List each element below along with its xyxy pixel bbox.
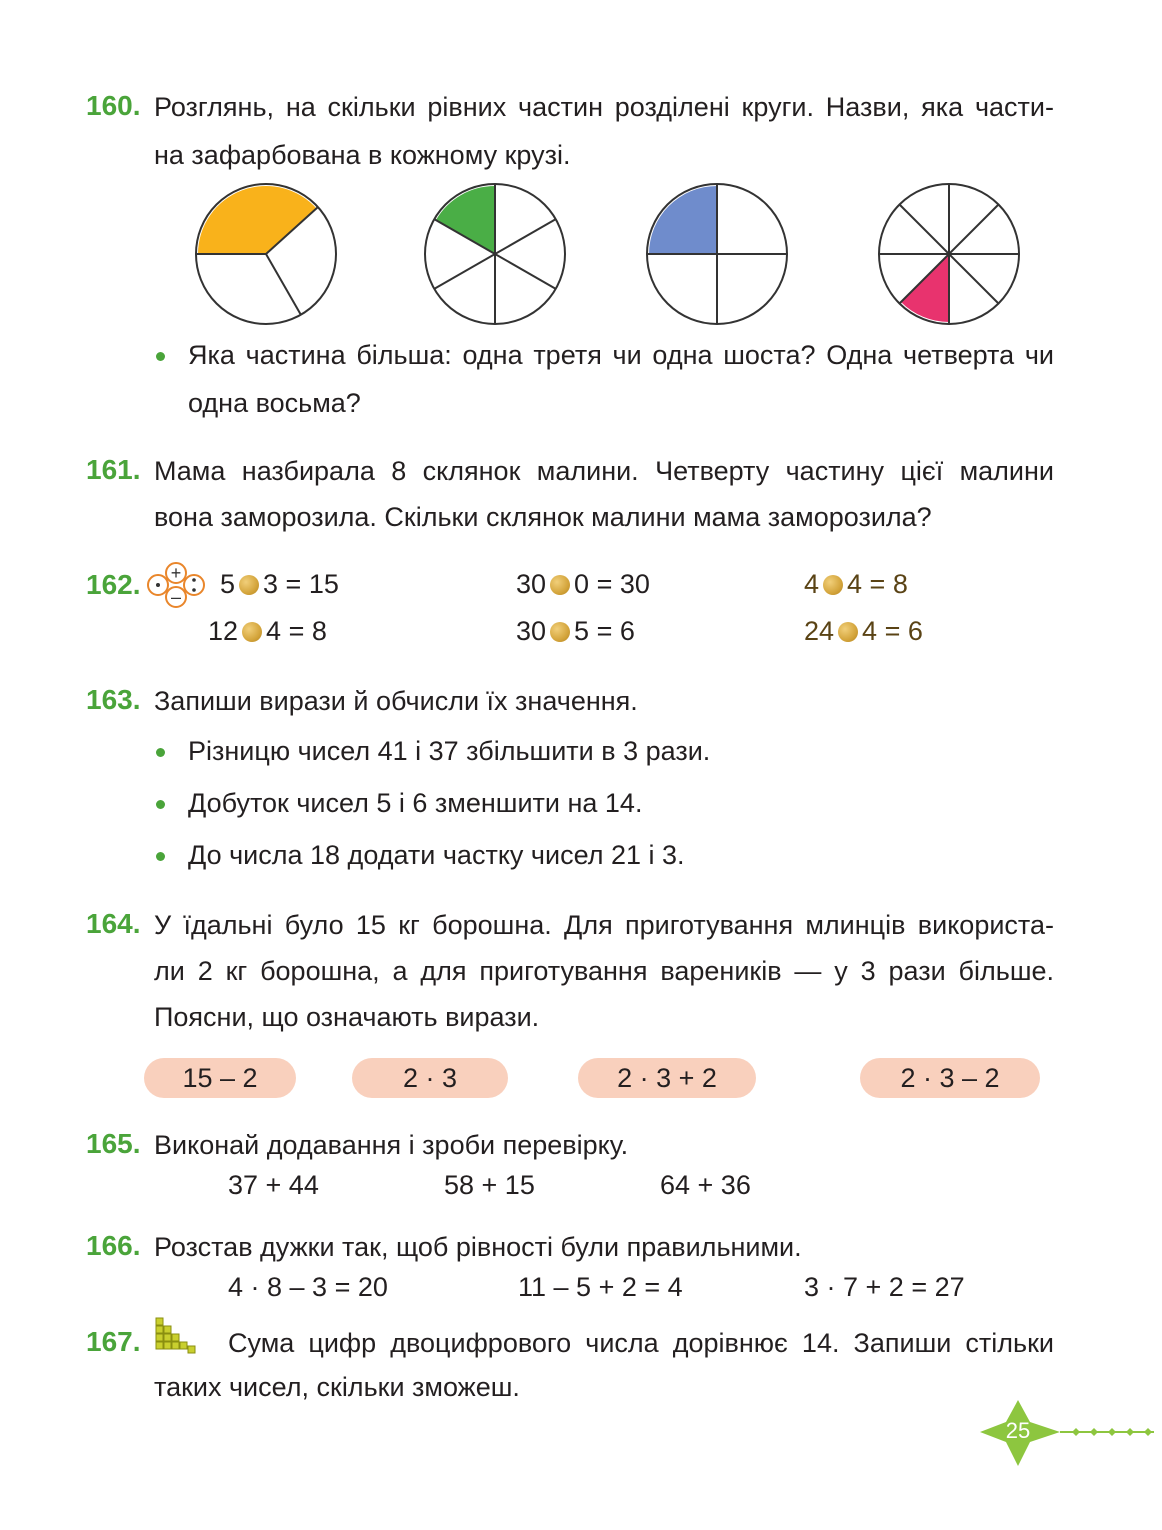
equation-2 — [516, 569, 650, 600]
operation-blank-icon — [550, 622, 570, 642]
equation-right: 0 = 30 — [574, 569, 650, 599]
equation-5 — [516, 616, 635, 647]
task-161-line2: вона заморозила. Скільки склянок малини мама заморозила? — [154, 502, 932, 532]
task-163-bullet-3: До числа 18 додати частку чисел 21 і 3. — [188, 840, 685, 870]
expression-pill: 15 – 2 — [144, 1058, 296, 1098]
equation-left: 4 — [804, 569, 820, 599]
svg-text:–: – — [170, 587, 182, 607]
bullet-icon — [156, 852, 165, 861]
equation-6 — [804, 616, 923, 647]
task-164-line1: У їдальні було 15 кг борошна. Для приготування млинців використа- — [154, 910, 1054, 940]
task-160-question-line1: Яка частина більша: одна третя чи одна шоста? Одна четверта чи — [188, 340, 1054, 370]
task-number-166: 166. — [86, 1230, 141, 1261]
expression-pill: 2 · 3 + 2 — [578, 1058, 756, 1098]
equality-2: 11 – 5 + 2 = 4 — [518, 1272, 683, 1302]
expression-pill: 2 · 3 — [352, 1058, 508, 1098]
circle-quarters — [647, 184, 787, 324]
task-165-line1: Виконай додавання і зроби перевірку. — [154, 1130, 629, 1160]
equation-right: 4 = 6 — [862, 616, 923, 646]
equation-4 — [208, 616, 327, 647]
task-number-164: 164. — [86, 908, 141, 939]
task-160-line1: Розглянь, на скільки рівних частин розділені круги. Назви, яка части- — [154, 92, 1054, 122]
equation-left: 30 — [516, 616, 547, 646]
task-number-163: 163. — [86, 684, 141, 715]
bullet-icon — [156, 748, 165, 757]
task-163-bullet-2: Добуток чисел 5 і 6 зменшити на 14. — [188, 788, 643, 818]
sum-1: 37 + 44 — [228, 1170, 319, 1200]
equation-1 — [220, 569, 339, 600]
operation-blank-icon — [550, 575, 570, 595]
plus-minus-multiply-divide-icon — [144, 560, 208, 610]
task-163-line1: Запиши вирази й обчисли їх значення. — [154, 686, 638, 716]
fraction-circles — [180, 170, 1040, 340]
task-number-167: 167. — [86, 1326, 141, 1357]
bullet-icon — [156, 800, 165, 809]
expression-pill: 2 · 3 – 2 — [860, 1058, 1040, 1098]
sum-3: 64 + 36 — [660, 1170, 751, 1200]
task-number-162: 162. — [86, 569, 141, 600]
task-164-line2: ли 2 кг борошна, а для приготування вареників — у 3 рази більше. — [154, 956, 1054, 986]
operation-blank-icon — [823, 575, 843, 595]
operation-blank-icon — [242, 622, 262, 642]
circle-thirds — [196, 184, 336, 324]
equation-right: 5 = 6 — [574, 616, 635, 646]
equality-1: 4 · 8 – 3 = 20 — [228, 1272, 388, 1302]
task-number-161: 161. — [86, 454, 141, 485]
operation-blank-icon — [239, 575, 259, 595]
circle-eighths — [879, 184, 1019, 324]
equation-left: 5 — [220, 569, 236, 599]
equation-3 — [804, 569, 908, 600]
equation-right: 4 = 8 — [266, 616, 327, 646]
task-166-line1: Розстав дужки так, щоб рівності були правильними. — [154, 1232, 802, 1262]
task-number-165: 165. — [86, 1128, 141, 1159]
task-160-question-line2: одна восьма? — [188, 388, 361, 418]
task-161-line1: Мама назбирала 8 склянок малини. Четверту частину цієї малини — [154, 456, 1054, 486]
task-167-line2: таких чисел, скільки зможеш. — [154, 1372, 520, 1402]
equation-right: 4 = 8 — [847, 569, 908, 599]
equation-left: 30 — [516, 569, 547, 599]
page-number: 25 — [1005, 1418, 1031, 1443]
blocks-icon — [154, 1316, 200, 1356]
task-164-line3: Поясни, що означають вирази. — [154, 1002, 540, 1032]
equation-right: 3 = 15 — [263, 569, 339, 599]
task-167-line1: Сума цифр двоцифрового числа дорівнює 14. Запиши стільки — [228, 1328, 1054, 1358]
operation-blank-icon — [838, 622, 858, 642]
bullet-icon — [156, 352, 165, 361]
equation-left: 24 — [804, 616, 835, 646]
task-number-160: 160. — [86, 90, 141, 121]
task-160-line2: на зафарбована в кожному крузі. — [154, 140, 571, 170]
svg-text:+: + — [170, 563, 182, 583]
equality-3: 3 · 7 + 2 = 27 — [804, 1272, 965, 1302]
task-163-bullet-1: Різницю чисел 41 і 37 збільшити в 3 рази. — [188, 736, 711, 766]
circle-sixths — [425, 184, 565, 324]
sum-2: 58 + 15 — [444, 1170, 535, 1200]
equation-left: 12 — [208, 616, 239, 646]
